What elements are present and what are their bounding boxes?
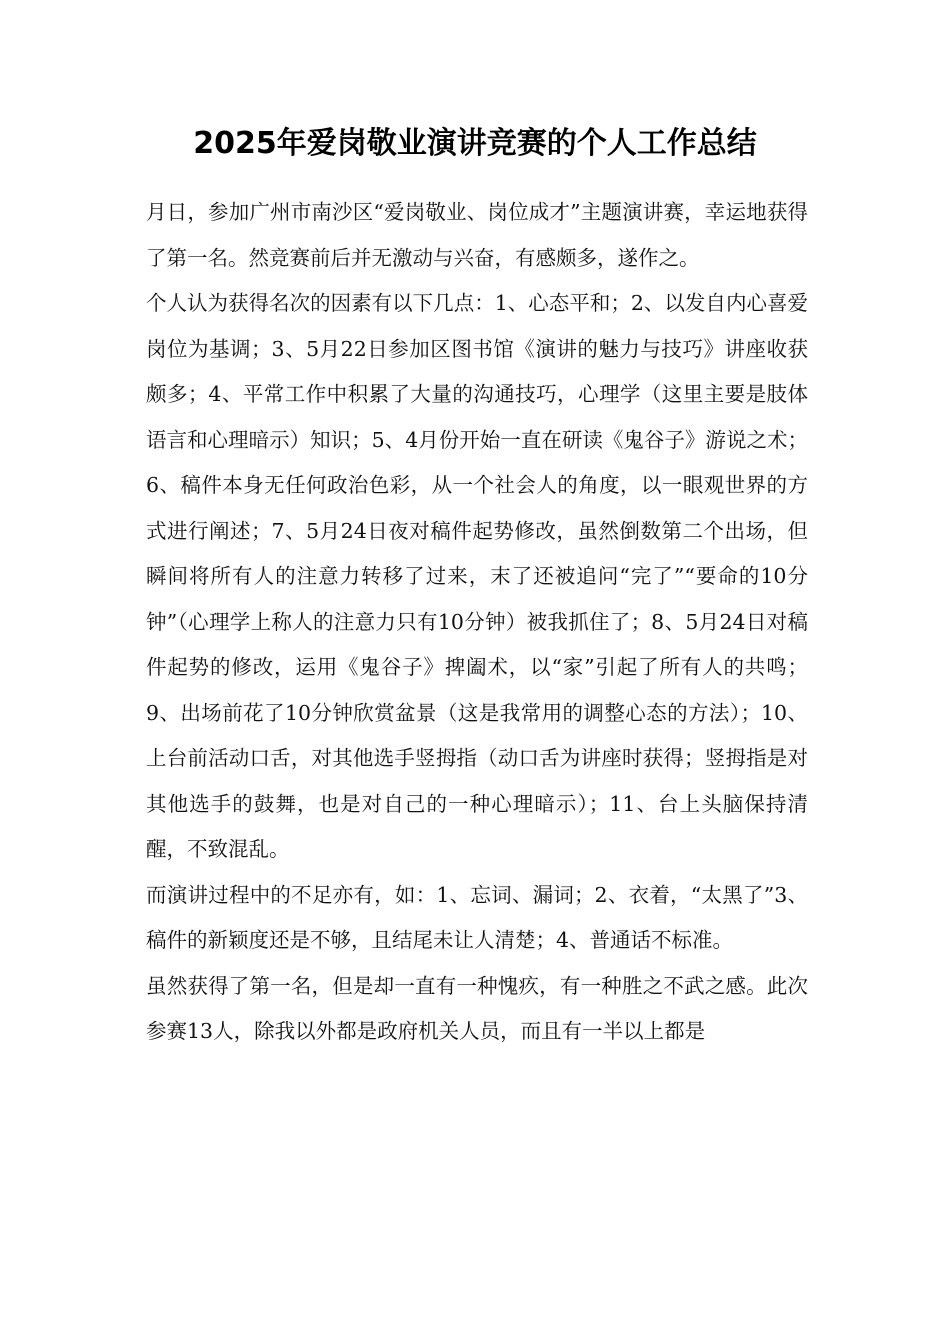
paragraph-shortcomings: 而演讲过程中的不足亦有，如：1、忘词、漏词；2、衣着，“太黑了”3、稿件的新颖度还是不够，且结尾未让人清楚；4、普通话不标准。 bbox=[146, 882, 808, 952]
paragraph-reflection: 虽然获得了第一名，但是却一直有一种愧疚，有一种胜之不武之感。此次参赛13人，除我以外都是政府机关人员，而且有一半以上都是 bbox=[146, 973, 808, 1043]
document-title: 2025年爱岗敬业演讲竞赛的个人工作总结 bbox=[193, 126, 757, 161]
paragraph-intro: 月日，参加广州市南沙区“爱岗敬业、岗位成才”主题演讲赛，幸运地获得了第一名。然竞赛前后并无激动与兴奋，有感颇多，遂作之。 bbox=[146, 200, 808, 270]
paragraph-success-factors: 个人认为获得名次的因素有以下几点：1、心态平和；2、以发自内心喜爱岗位为基调；3、5月22日参加区图书馆《演讲的魅力与技巧》讲座收获颇多；4、平常工作中积累了大量的沟通技巧，心理学（这里主要是肢体语言和心理暗示）知识；5、4月份开始一直在研读《鬼谷子》游说之术；6、稿件本身无任何政治色彩，从一个社会人的角度，以一眼观世界的方式进行阐述；7、5月24日夜对稿件起势修改，虽然倒数第二个出场，但瞬间将所有人的注意力转移了过来，末了还被追问“完了”“要命的10分钟”（心理学上称人的注意力只有10分钟）被我抓住了；8、5月24日对稿件起势的修改，运用《鬼谷子》捭阖术，以“家”引起了所有人的共鸣；9、出场前花了10分钟欣赏盆景（这是我常用的调整心态的方法）；10、上台前活动口舌，对其他选手竖拇指（动口舌为讲座时获得；竖拇指是对其他选手的鼓舞，也是对自己的一种心理暗示）；11、台上头脑保持清醒，不致混乱。 bbox=[146, 291, 808, 861]
document-body bbox=[146, 190, 808, 1055]
